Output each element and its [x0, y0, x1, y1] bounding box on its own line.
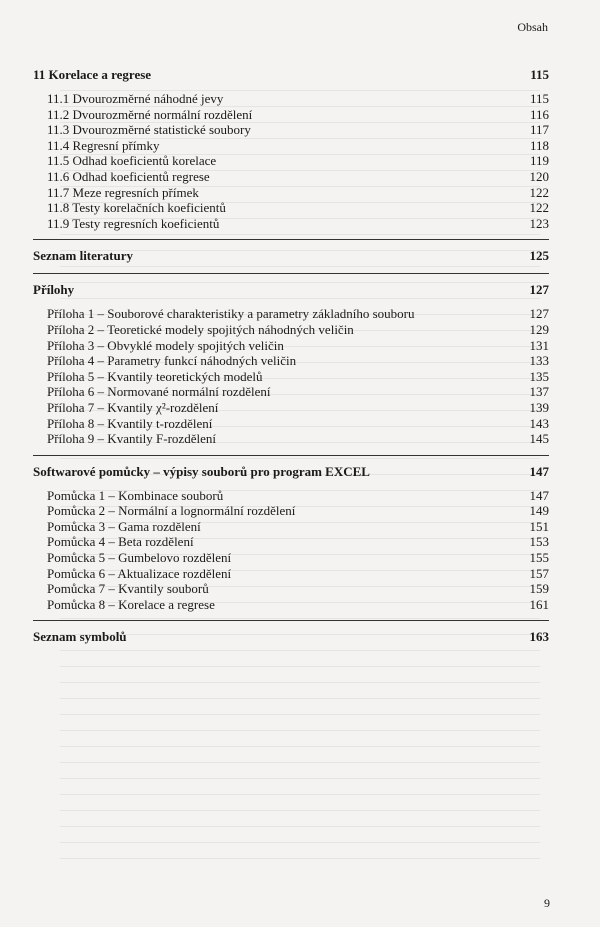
toc-entry-label: Příloha 2 – Teoretické modely spojitých náhodných veličin [47, 321, 354, 337]
toc-entry-page: 122 [529, 184, 549, 200]
toc-entry [33, 384, 549, 400]
toc-entry [33, 581, 549, 597]
toc-section-page: 115 [530, 67, 549, 82]
toc-entry [33, 566, 549, 582]
toc-entry [33, 185, 549, 201]
toc-entry [33, 534, 549, 550]
toc-entry [33, 597, 549, 613]
toc-entry-label: Příloha 4 – Parametry funkcí náhodných veličin [47, 353, 297, 369]
toc-entry-label: Pomůcka 8 – Korelace a regrese [47, 596, 215, 612]
toc-entry-page: 116 [529, 106, 549, 122]
toc-entry-label: Pomůcka 1 – Kombinace souborů [47, 487, 224, 503]
section-divider [33, 239, 549, 240]
toc-entry-label: Příloha 3 – Obvyklé modely spojitých veličin [47, 337, 284, 353]
toc-section-page: 125 [529, 248, 549, 264]
toc-entry-page: 115 [529, 91, 549, 106]
toc-entry-label: 11.6 Odhad koeficientů regrese [47, 168, 210, 184]
toc-entry-label: Pomůcka 2 – Normální a lognormální rozdělení [47, 503, 296, 519]
toc-entry-label: Pomůcka 6 – Aktualizace rozdělení [47, 565, 232, 581]
toc-entry [33, 153, 549, 169]
toc-entry-label: Pomůcka 7 – Kvantily souborů [47, 581, 209, 597]
toc-entry-page: 139 [529, 399, 549, 415]
toc-entry-page: 157 [529, 565, 549, 581]
toc-entry-label: 11.2 Dvourozměrné normální rozdělení [47, 106, 253, 122]
toc-entry [33, 91, 549, 107]
toc-entry [33, 416, 549, 432]
toc-entry [33, 216, 549, 232]
toc-entry [33, 107, 549, 123]
toc-entry-label: Pomůcka 4 – Beta rozdělení [47, 534, 194, 550]
toc-entry [33, 306, 549, 322]
toc-entry [33, 200, 549, 216]
toc-entry-page: 133 [529, 353, 549, 369]
toc-entry-page: 155 [529, 550, 549, 566]
toc-entry [33, 503, 549, 519]
toc-section-heading [33, 66, 549, 84]
toc-entry [33, 338, 549, 354]
toc-entry-page: 120 [529, 168, 549, 184]
toc-entry-label: Příloha 9 – Kvantily F-rozdělení [47, 431, 216, 447]
toc-entry-label: Příloha 5 – Kvantily teoretických modelů [47, 368, 263, 384]
toc-entry-label: 11.7 Meze regresních přímek [47, 184, 199, 200]
toc-entry-label: Příloha 7 – Kvantily χ²-rozdělení [47, 399, 219, 415]
toc-entry-page: 123 [529, 215, 549, 231]
toc-entry-page: 137 [529, 384, 549, 400]
toc-entry-page: 147 [529, 487, 549, 503]
toc-entry [33, 519, 549, 535]
toc-entry-page: 161 [529, 596, 549, 612]
toc-section-title: Seznam symbolů [33, 629, 127, 645]
toc-entry [33, 550, 549, 566]
toc-entry-page: 118 [529, 137, 549, 153]
toc-section-heading [33, 281, 549, 299]
toc-entry [33, 138, 549, 154]
toc-section-title: 11 Korelace a regrese [33, 67, 152, 82]
toc-section-heading [33, 628, 549, 646]
toc-entry [33, 431, 549, 447]
toc-section-heading [33, 463, 549, 481]
toc-entry [33, 169, 549, 185]
toc-entry [33, 122, 549, 138]
table-of-contents [33, 66, 549, 646]
toc-entry-page: 151 [529, 518, 549, 534]
section-divider [33, 620, 549, 621]
toc-entry-page: 143 [529, 415, 549, 431]
section-divider [33, 273, 549, 274]
page-number: 9 [544, 896, 550, 910]
toc-entry-label: Příloha 8 – Kvantily t-rozdělení [47, 415, 213, 431]
toc-entry [33, 488, 549, 504]
toc-entry-label: 11.5 Odhad koeficientů korelace [47, 153, 217, 169]
toc-entry-page: 153 [529, 534, 549, 550]
toc-entry-page: 129 [529, 321, 549, 337]
toc-entry-page: 122 [529, 200, 549, 216]
toc-entry [33, 369, 549, 385]
toc-entry-page: 127 [529, 306, 549, 322]
toc-entry-page: 149 [529, 503, 549, 519]
toc-entry [33, 322, 549, 338]
toc-entry-label: Příloha 1 – Souborové charakteristiky a parametry základního souboru [47, 306, 415, 322]
toc-entry-page: 135 [529, 368, 549, 384]
toc-entry-label: 11.3 Dvourozměrné statistické soubory [47, 122, 251, 138]
toc-entry-label: 11.8 Testy korelačních koeficientů [47, 200, 226, 216]
toc-section-heading [33, 247, 549, 265]
running-header: Obsah [517, 20, 548, 34]
toc-entry-label: Pomůcka 5 – Gumbelovo rozdělení [47, 550, 232, 566]
toc-entry-page: 131 [529, 337, 549, 353]
toc-entry-label: Pomůcka 3 – Gama rozdělení [47, 518, 201, 534]
toc-entry-page: 119 [529, 153, 549, 169]
toc-entry [33, 400, 549, 416]
toc-entry-label: Příloha 6 – Normované normální rozdělení [47, 384, 271, 400]
toc-entry [33, 353, 549, 369]
toc-entry-label: 11.1 Dvourozměrné náhodné jevy [47, 91, 224, 106]
toc-entry-page: 145 [529, 431, 549, 447]
toc-section-page: 127 [529, 282, 549, 298]
section-divider [33, 455, 549, 456]
toc-entry-page: 159 [529, 581, 549, 597]
toc-section-title: Přílohy [33, 282, 75, 298]
toc-section-page: 147 [529, 463, 549, 479]
toc-section-page: 163 [529, 629, 549, 645]
toc-entry-label: 11.9 Testy regresních koeficientů [47, 215, 220, 231]
toc-section-title: Seznam literatury [33, 248, 134, 264]
toc-entry-label: 11.4 Regresní přímky [47, 137, 160, 153]
toc-entry-page: 117 [529, 122, 549, 138]
toc-section-title: Softwarové pomůcky – výpisy souborů pro program EXCEL [33, 463, 370, 479]
